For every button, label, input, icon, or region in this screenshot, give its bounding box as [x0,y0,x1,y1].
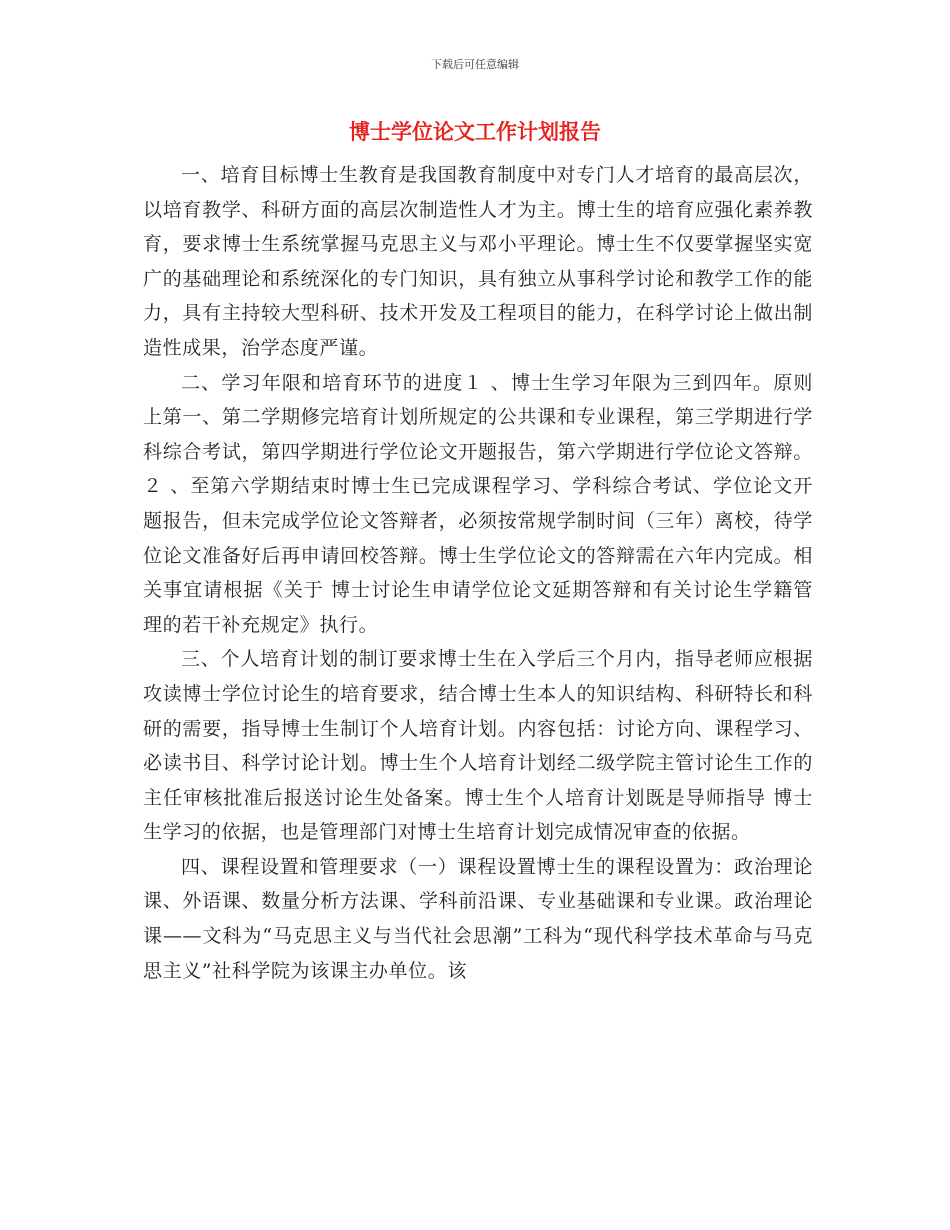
document-title: 博士学位论文工作计划报告 [349,120,601,144]
paragraph-4: 四、课程设置和管理要求（一）课程设置博士生的课程设置为：政治理论课、外语课、数量分析方法课、学科前沿课、专业基础课和专业课。政治理论课——文科为“马克思主义与当代社会思潮”工科为“现代科学技术革命与马克思主义”社科学院为该课主办单位。该 [143,855,813,982]
paragraph-1: 一、培育目标博士生教育是我国教育制度中对专门人才培育的最高层次，以培育教学、科研方面的高层次制造性人才为主。博士生的培育应强化素养教育，要求博士生系统掌握马克思主义与邓小平理论。博士生不仅要掌握坚实宽广的基础理论和系统深化的专门知识，具有独立从事科学讨论和教学工作的能力，具有主持较大型科研、技术开发及工程项目的能力，在科学讨论上做出制造性成果，治学态度严谨。 [143,164,813,359]
paragraph-3: 三、个人培育计划的制订要求博士生在入学后三个月内，指导老师应根据攻读博士学位讨论生的培育要求，结合博士生本人的知识结构、科研特长和科研的需要，指导博士生制订个人培育计划。内容包括：讨论方向、课程学习、必读书目、科学讨论计划。博士生个人培育计划经二级学院主管讨论生工作的主任审核批准后报送讨论生处备案。博士生个人培育计划既是导师指导 博士生学习的依据，也是管理部门对博士生培育计划完成情况审查的依据。 [143,648,813,844]
paragraph-2: 二、学习年限和培育环节的进度１ 、博士生学习年限为三到四年。原则上第一、第二学期修完培育计划所规定的公共课和专业课程，第三学期进行学科综合考试，第四学期进行学位论文开题报告，第六学期进行学位论文答辩。２ 、至第六学期结束时博士生已完成课程学习、学科综合考试、学位论文开题报告，但未完成学位论文答辩者，必须按常规学制时间（三年）离校，待学位论文准备好后再申请回校答辩。博士生学位论文的答辩需在六年内完成。相关事宜请根据《关于 博士讨论生申请学位论文延期答辩和有关讨论生学籍管理的若干补充规定》执行。 [143,371,813,636]
header-note: 下载后可任意编辑 [431,58,519,71]
document-body [143,158,813,988]
